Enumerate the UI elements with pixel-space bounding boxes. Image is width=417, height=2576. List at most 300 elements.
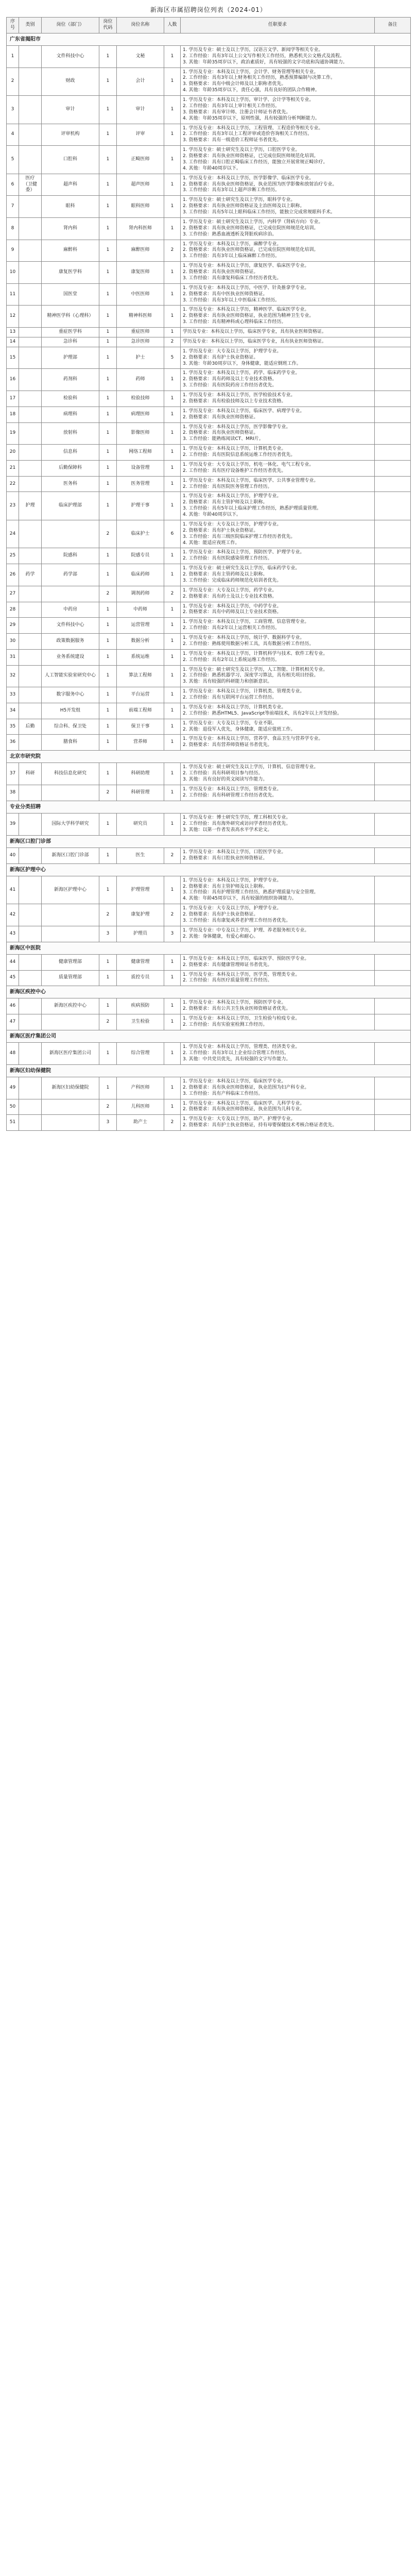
header-code: 岗位代码 [99,18,117,33]
row-note [375,445,411,461]
row-requirements: 学历及专业：本科及以上学历，临床医学专业，具有执业医师资格证。 [181,337,375,347]
row-count: 1 [164,306,181,328]
header-count: 人数 [164,18,181,33]
row-position: 麻醉医师 [117,240,164,262]
row-requirements: 1. 学历及专业：本科及以上学历，营养学、食品卫生与营养学专业。 2. 资格要求：具有营养师资格证书者优先。 [181,735,375,751]
row-count: 1 [164,1099,181,1115]
row-department [42,1014,99,1030]
positions-table [6,17,411,1131]
row-code: 1 [99,649,117,665]
row-position: 前端工程师 [117,703,164,719]
row-count: 1 [164,217,181,240]
row-number: 11 [7,283,19,306]
row-requirements: 1. 学历及专业：本科及以上学历，护理学专业。 2. 资格要求：具有主管护师及以上职称。 3. 工作经验：具有护理管理工作经历，熟悉护理质量与安全管理。 4. 其他：年龄45周岁以下，具有较强的组织协调能力。 [181,876,375,904]
row-count: 1 [164,369,181,391]
row-count: 2 [164,337,181,347]
row-code: 1 [99,422,117,445]
row-category [19,146,42,174]
section-title: 专业分类招聘 [7,801,411,813]
row-department: 检验科 [42,391,99,407]
row-position: 设备管理 [117,460,164,476]
row-count: 2 [164,1115,181,1131]
row-number: 29 [7,618,19,634]
row-note [375,848,411,863]
table-row [7,337,411,347]
table-row [7,954,411,970]
row-department: 精神医学科（心理科） [42,306,99,328]
row-note [375,406,411,422]
row-code: 1 [99,262,117,284]
row-code: 1 [99,196,117,218]
row-code: 1 [99,548,117,564]
row-note [375,217,411,240]
table-row [7,904,411,926]
section-row [7,1030,411,1042]
row-category [19,1077,42,1099]
row-count: 1 [164,602,181,618]
row-count: 1 [164,96,181,124]
row-requirements: 1. 学历及专业：本科及以上学历，口腔医学专业。 2. 资格要求：具有口腔执业医师资格证。 [181,848,375,863]
row-position: 卫生检验 [117,1014,164,1030]
row-requirements: 1. 学历及专业：本科及以上学历，管理类专业。 2. 工作经验：具有科研管理工作经历者优先。 [181,785,375,801]
row-category [19,586,42,602]
table-row [7,174,411,196]
row-code: 1 [99,445,117,461]
row-code: 3 [99,926,117,942]
row-note [375,196,411,218]
section-row [7,835,411,848]
row-category [19,262,42,284]
row-category [19,337,42,347]
row-position: 急诊医师 [117,337,164,347]
row-requirements: 1. 学历及专业：大专及以上学历，护理学专业。 2. 资格要求：具有护士执业资格证。 3. 工作经验：具有三级医院临床护理工作经历者优先。 4. 其他：能适应夜班工作。 [181,520,375,548]
table-row [7,391,411,407]
row-category [19,406,42,422]
row-code: 1 [99,763,117,785]
row-position: 医务管理 [117,476,164,492]
row-requirements: 1. 学历及专业：本科及以上学历，中药学专业。 2. 资格要求：具有中药师及以上专业技术资格。 [181,602,375,618]
row-category [19,649,42,665]
row-category [19,954,42,970]
row-requirements: 1. 学历及专业：本科及以上学历，医学影像学、临床医学专业。 2. 资格要求：具有执业医师资格证，执业范围为医学影像和放射治疗专业。 3. 工作经验：具有3年以上超声诊断工作经历。 [181,174,375,196]
row-requirements: 1. 学历及专业：大专及以上学历，机电一体化、电气工程专业。 2. 工作经验：具有医疗设备维护工作经历者优先。 [181,460,375,476]
row-requirements: 1. 学历及专业：本科及以上学历，计算机类、管理类专业。 2. 工作经验：具有互联网平台运营工作经历。 [181,687,375,703]
row-code: 1 [99,328,117,337]
table-row [7,1043,411,1065]
table-row [7,548,411,564]
row-number: 47 [7,1014,19,1030]
row-requirements: 1. 学历及专业：本科及以上学历，计算机类专业。 2. 工作经验：熟悉HTML5、JavaScript等前端技术，具有2年以上开发经验。 [181,703,375,719]
row-note [375,1099,411,1115]
row-code: 2 [99,1014,117,1030]
row-count: 1 [164,492,181,520]
row-department: 康复医学科 [42,262,99,284]
row-requirements: 1. 学历及专业：硕士研究生及以上学历，内科学（肾病方向）专业。 2. 资格要求：具有执业医师资格证，已完成住院医师规范化培训。 3. 工作经验：熟悉血液透析及肾脏疾病诊治。 [181,217,375,240]
row-category [19,904,42,926]
row-note [375,347,411,369]
row-number: 35 [7,719,19,735]
row-number: 27 [7,586,19,602]
row-department: 数字服务中心 [42,687,99,703]
row-category [19,848,42,863]
row-count: 1 [164,719,181,735]
row-count: 2 [164,586,181,602]
row-number: 5 [7,146,19,174]
row-note [375,476,411,492]
row-note [375,548,411,564]
row-position: 影像医师 [117,422,164,445]
section-title: 北京市研究院 [7,751,411,763]
row-count: 1 [164,876,181,904]
row-department: 膳食科 [42,735,99,751]
table-body [7,33,411,1130]
row-note [375,1043,411,1065]
row-count: 1 [164,649,181,665]
row-number: 13 [7,328,19,337]
row-department: 业务系统建设 [42,649,99,665]
row-category [19,196,42,218]
row-requirements: 1. 学历及专业：中专及以上学历，护理、养老服务相关专业。 2. 其他：身体健康，有爱心和耐心。 [181,926,375,942]
row-requirements: 1. 学历及专业：本科及以上学历，计算机科学与技术、软件工程专业。 2. 工作经验：具有2年以上系统运维工作经历。 [181,649,375,665]
row-note [375,262,411,284]
row-department: 健康管理部 [42,954,99,970]
row-note [375,649,411,665]
row-code: 1 [99,970,117,986]
row-department: 后勤保障科 [42,460,99,476]
row-code: 1 [99,476,117,492]
row-note [375,785,411,801]
table-row [7,476,411,492]
table-row [7,618,411,634]
row-number: 20 [7,445,19,461]
row-number: 6 [7,174,19,196]
row-requirements: 1. 学历及专业：博士研究生学历，理工科相关专业。 2. 工作经验：具有海外研究或访问学者经历者优先。 3. 其他：以第一作者发表高水平学术论文。 [181,813,375,835]
row-count: 1 [164,406,181,422]
row-number: 2 [7,67,19,96]
row-position: 中药师 [117,602,164,618]
row-note [375,146,411,174]
row-position: 药师 [117,369,164,391]
row-number: 23 [7,492,19,520]
table-row [7,703,411,719]
table-row [7,217,411,240]
row-code: 1 [99,460,117,476]
row-position: 网络工程师 [117,445,164,461]
row-number: 39 [7,813,19,835]
row-category: 护理 [19,492,42,520]
row-note [375,391,411,407]
row-note [375,422,411,445]
row-number: 32 [7,665,19,687]
row-requirements: 1. 学历及专业：本科及以上学历，临床医学、预防医学专业。 2. 资格要求：具有健康管理师证书者优先。 [181,954,375,970]
row-count: 1 [164,146,181,174]
row-note [375,520,411,548]
row-note [375,813,411,835]
table-row [7,146,411,174]
row-requirements: 1. 学历及专业：本科及以上学历，卫生检验与检疫专业。 2. 工作经验：具有实验室检测工作经历。 [181,1014,375,1030]
row-number: 44 [7,954,19,970]
section-title: 广东省揭阳市 [7,33,411,45]
table-row [7,1014,411,1030]
table-row [7,848,411,863]
row-position: 临床护士 [117,520,164,548]
row-category [19,328,42,337]
row-position: 院感专员 [117,548,164,564]
row-requirements: 1. 学历及专业：硕士研究生及以上学历，口腔医学专业。 2. 资格要求：具有执业医师资格证，已完成住院医师规范化培训。 3. 工作经验：具有口腔正畸临床工作经历，能独立开展常规正畸诊疗。 4. 其他：年龄40周岁以下。 [181,146,375,174]
row-code: 2 [99,904,117,926]
row-department: 财政 [42,67,99,96]
row-count: 1 [164,970,181,986]
row-count: 1 [164,735,181,751]
row-position: 肾内科医师 [117,217,164,240]
row-note [375,876,411,904]
row-department: 人工智能实验室研究中心 [42,665,99,687]
row-category [19,1014,42,1030]
row-department: 中药房 [42,602,99,618]
row-code: 1 [99,492,117,520]
row-position: 护理管理 [117,876,164,904]
row-code: 1 [99,1043,117,1065]
row-count: 1 [164,124,181,146]
section-title: 新海区护理中心 [7,863,411,876]
row-note [375,970,411,986]
row-category [19,813,42,835]
row-department: 眼科 [42,196,99,218]
row-position: 检验技师 [117,391,164,407]
row-code: 1 [99,602,117,618]
row-code: 1 [99,240,117,262]
row-code: 1 [99,337,117,347]
row-number: 19 [7,422,19,445]
row-department [42,1099,99,1115]
row-number: 30 [7,634,19,650]
row-note [375,1014,411,1030]
row-number: 37 [7,763,19,785]
header-department: 岗位（部门） [42,18,99,33]
header-no: 序号 [7,18,19,33]
row-number: 26 [7,564,19,586]
row-position: 临床药师 [117,564,164,586]
row-requirements: 1. 学历及专业：硕士及以上学历，汉语言文学、新闻学等相关专业。 2. 工作经验：具有3年以上公文写作相关工作经历，熟悉机关公文格式及流程。 3. 其他：年龄35周岁以下，政治素质好，具有较强的文字功底和沟通协调能力。 [181,45,375,67]
row-requirements: 1. 学历及专业：本科及以上学历，预防医学专业。 2. 资格要求：具有公共卫生执业医师资格证者优先。 [181,998,375,1014]
row-code: 1 [99,665,117,687]
table-row [7,240,411,262]
row-note [375,124,411,146]
row-number: 21 [7,460,19,476]
row-count: 1 [164,703,181,719]
row-number: 25 [7,548,19,564]
row-requirements: 1. 学历及专业：本科及以上学历，精神医学、临床医学专业。 2. 资格要求：具有执业医师资格证，执业范围为精神卫生专业。 3. 工作经验：具有精神科或心理科临床工作经历。 [181,306,375,328]
row-number: 42 [7,904,19,926]
row-requirements: 1. 学历及专业：大专及以上学历，助产、护理学专业。 2. 资格要求：具有护士执业资格证，持有母婴保健技术考核合格证者优先。 [181,1115,375,1131]
row-count: 1 [164,1077,181,1099]
section-title: 新海区疾控中心 [7,986,411,998]
page-title: 新海区市属招聘岗位列表（2024-01） [150,6,267,13]
row-requirements: 1. 学历及专业：大专及以上学历，药学专业。 2. 资格要求：具有药士及以上专业技术资格。 [181,586,375,602]
row-count: 6 [164,520,181,548]
row-count: 1 [164,460,181,476]
row-count: 5 [164,347,181,369]
row-count: 1 [164,391,181,407]
row-note [375,998,411,1014]
row-requirements: 1. 学历及专业：本科及以上学历，医学类、管理类专业。 2. 工作经验：具有医疗质量管理工作经历。 [181,970,375,986]
row-count: 3 [164,926,181,942]
row-note [375,337,411,347]
row-department: 医务科 [42,476,99,492]
row-code: 1 [99,687,117,703]
row-note [375,954,411,970]
row-position: 病理医师 [117,406,164,422]
header-note: 备注 [375,18,411,33]
row-position: 保卫干事 [117,719,164,735]
row-number: 28 [7,602,19,618]
row-position: 营养师 [117,735,164,751]
row-category [19,240,42,262]
row-count: 1 [164,634,181,650]
row-department: 临床护理部 [42,492,99,520]
row-department: 护理部 [42,347,99,369]
row-position: 科研管理 [117,785,164,801]
row-number: 16 [7,369,19,391]
row-department [42,926,99,942]
row-code: 1 [99,369,117,391]
table-row [7,492,411,520]
row-department: 新海区护理中心 [42,876,99,904]
row-position: 产科医师 [117,1077,164,1099]
row-requirements: 1. 学历及专业：本科及以上学历，临床医学、公共事业管理专业。 2. 工作经验：具有医院医务管理工作经历。 [181,476,375,492]
row-requirements: 1. 学历及专业：大专及以上学历，护理学专业。 2. 资格要求：具有护士执业资格证。 3. 工作经验：具有康复或养老护理工作经历者优先。 [181,904,375,926]
row-category [19,602,42,618]
row-note [375,369,411,391]
row-note [375,45,411,67]
table-row [7,67,411,96]
row-requirements: 1. 学历及专业：本科及以上学历，药学、临床药学专业。 2. 资格要求：具有药师及以上专业技术资格。 3. 工作经验：具有医院药房工作经历者优先。 [181,369,375,391]
row-department: 新海区妇幼保健院 [42,1077,99,1099]
row-position: 调剂药师 [117,586,164,602]
row-department: 质量管理部 [42,970,99,986]
row-category [19,476,42,492]
table-row [7,586,411,602]
row-code: 1 [99,96,117,124]
row-code: 1 [99,998,117,1014]
row-code: 3 [99,1115,117,1131]
row-number: 33 [7,687,19,703]
row-position: 康复医师 [117,262,164,284]
row-code: 1 [99,391,117,407]
row-requirements: 1. 学历及专业：本科及以上学历，会计学、财务管理等相关专业。 2. 工作经验：具有3年以上财务相关工作经历，熟悉预算编制与决算工作。 3. 资格要求：具有中级会计师及以上职称者优先。 4. 其他：年龄35周岁以下，责任心强，具有良好的团队合作精神。 [181,67,375,96]
row-number: 46 [7,998,19,1014]
row-position: 中医医师 [117,283,164,306]
row-category [19,634,42,650]
row-number: 41 [7,876,19,904]
section-row [7,801,411,813]
table-row [7,1099,411,1115]
row-requirements: 1. 学历及专业：本科及以上学历，医学检验技术专业。 2. 资格要求：具有检验技师及以上专业技术资格。 [181,391,375,407]
row-count: 1 [164,998,181,1014]
row-number: 40 [7,848,19,863]
row-category [19,445,42,461]
table-row [7,970,411,986]
table-row [7,735,411,751]
row-category [19,703,42,719]
row-note [375,67,411,96]
row-count: 2 [164,240,181,262]
row-number: 7 [7,196,19,218]
row-position: 审计 [117,96,164,124]
row-department: 新海区疾控中心 [42,998,99,1014]
row-department: 文件科技中心 [42,45,99,67]
row-count: 1 [164,328,181,337]
row-position: 护理干事 [117,492,164,520]
row-count: 1 [164,1014,181,1030]
row-position: 算法工程师 [117,665,164,687]
row-count: 1 [164,476,181,492]
row-code: 1 [99,876,117,904]
row-category: 科研 [19,763,42,785]
row-category [19,391,42,407]
row-department [42,785,99,801]
row-count: 1 [164,687,181,703]
row-requirements: 1. 学历及专业：硕士研究生及以上学历，眼科学专业。 2. 资格要求：具有执业医师资格证及主治医师及以上职称。 3. 工作经验：具有5年以上眼科临床工作经历，能独立完成常规眼科手术。 [181,196,375,218]
table-row [7,998,411,1014]
row-requirements: 1. 学历及专业：本科及以上学历，计算机类专业。 2. 工作经验：具有医院信息系统运维工作经历者优先。 [181,445,375,461]
row-number: 12 [7,306,19,328]
table-row [7,328,411,337]
row-category [19,618,42,634]
row-code: 1 [99,954,117,970]
row-department: 新海区医疗集团公司 [42,1043,99,1065]
row-position: 护士 [117,347,164,369]
row-number: 9 [7,240,19,262]
row-department: 政策数据服务 [42,634,99,650]
row-category [19,548,42,564]
row-position: 会计 [117,67,164,96]
section-title: 新海区中医院 [7,942,411,954]
row-department: 科技信息化研究 [42,763,99,785]
row-category [19,735,42,751]
row-code: 1 [99,848,117,863]
row-count: 1 [164,422,181,445]
row-position: 康复护理 [117,904,164,926]
row-number: 8 [7,217,19,240]
table-row [7,262,411,284]
row-number: 36 [7,735,19,751]
row-number: 15 [7,347,19,369]
row-code: 1 [99,735,117,751]
row-count: 1 [164,763,181,785]
row-count: 1 [164,665,181,687]
header-position: 岗位名称 [117,18,164,33]
row-number: 24 [7,520,19,548]
row-note [375,703,411,719]
table-row [7,687,411,703]
section-title: 新海区妇幼保健院 [7,1064,411,1077]
row-position: 超声医师 [117,174,164,196]
table-row [7,445,411,461]
row-category [19,460,42,476]
row-department: 肾内科 [42,217,99,240]
row-number: 10 [7,262,19,284]
row-note [375,306,411,328]
row-position: 系统运维 [117,649,164,665]
table-row [7,1077,411,1099]
row-category [19,369,42,391]
row-number: 50 [7,1099,19,1115]
row-count: 1 [164,67,181,96]
table-row [7,785,411,801]
row-requirements: 1. 学历及专业：本科及以上学历，中医学、针灸推拿学专业。 2. 资格要求：具有中医执业医师资格证。 3. 工作经验：具有3年以上中医临床工作经历。 [181,283,375,306]
row-category [19,687,42,703]
